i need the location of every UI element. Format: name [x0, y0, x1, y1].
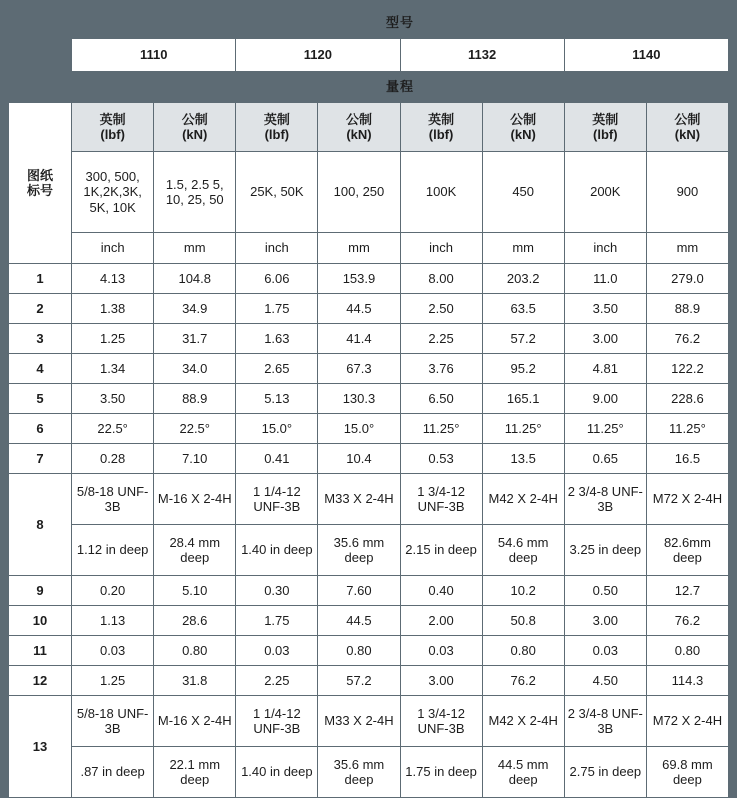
uom-cell: inch [236, 233, 318, 264]
table-row-thread-13 [9, 696, 729, 747]
thread-depth-cell: 2.15 in deep [400, 525, 482, 576]
data-cell: 10.4 [318, 444, 400, 474]
data-cell: 11.25° [564, 414, 646, 444]
unit-system-label: 公制 [345, 111, 372, 127]
data-cell: 0.40 [400, 576, 482, 606]
data-cell: 279.0 [646, 264, 728, 294]
data-cell: 1.13 [72, 606, 154, 636]
range-value-cell: 300, 500, 1K,2K,3K, 5K, 10K [72, 152, 154, 233]
data-cell: 6.06 [236, 264, 318, 294]
data-cell: 2.25 [400, 324, 482, 354]
thread-depth-cell: 1.40 in deep [236, 747, 318, 798]
uom-cell: mm [154, 233, 236, 264]
data-cell: 1.75 [236, 294, 318, 324]
thread-spec-cell: M42 X 2-4H [482, 696, 564, 747]
data-cell: 2.50 [400, 294, 482, 324]
data-cell: 0.03 [400, 636, 482, 666]
thread-depth-cell: 69.8 mm deep [646, 747, 728, 798]
data-cell: 0.50 [564, 576, 646, 606]
data-cell: 44.5 [318, 606, 400, 636]
table-row [9, 666, 729, 696]
data-cell: 1.34 [72, 354, 154, 384]
unit-abbrev-label: (lbf) [100, 127, 125, 142]
row-index: 2 [9, 294, 72, 324]
row-index: 4 [9, 354, 72, 384]
table-row-unit-headers [9, 103, 729, 152]
thread-spec-cell: 1 3/4-12 UNF-3B [400, 474, 482, 525]
unit-abbrev-label: (kN) [674, 127, 701, 142]
data-cell: 153.9 [318, 264, 400, 294]
data-cell: 3.00 [564, 606, 646, 636]
table-row-range-values [9, 152, 729, 233]
range-value-cell: 900 [646, 152, 728, 233]
row-index: 13 [9, 696, 72, 798]
model-band-label: 型号 [72, 8, 729, 39]
data-cell: 76.2 [482, 666, 564, 696]
table-row [9, 636, 729, 666]
unit-header-cell [646, 103, 728, 152]
data-cell: 0.30 [236, 576, 318, 606]
data-cell: 0.80 [154, 636, 236, 666]
data-cell: 1.63 [236, 324, 318, 354]
data-cell: 7.60 [318, 576, 400, 606]
unit-system-label: 公制 [674, 111, 701, 127]
table-row-uom [9, 233, 729, 264]
data-cell: 1.25 [72, 324, 154, 354]
row-index: 8 [9, 474, 72, 576]
thread-depth-cell: 28.4 mm deep [154, 525, 236, 576]
row-index: 11 [9, 636, 72, 666]
data-cell: 4.13 [72, 264, 154, 294]
model-1120: 1120 [236, 39, 400, 72]
data-cell: 5.10 [154, 576, 236, 606]
thread-depth-cell: 35.6 mm deep [318, 525, 400, 576]
thread-spec-cell: M42 X 2-4H [482, 474, 564, 525]
data-cell: 1.75 [236, 606, 318, 636]
table-row [9, 324, 729, 354]
row-index: 9 [9, 576, 72, 606]
data-cell: 50.8 [482, 606, 564, 636]
data-cell: 34.0 [154, 354, 236, 384]
data-cell: 15.0° [236, 414, 318, 444]
unit-abbrev-label: (lbf) [264, 127, 290, 142]
data-cell: 0.28 [72, 444, 154, 474]
thread-spec-cell: M-16 X 2-4H [154, 696, 236, 747]
data-cell: 130.3 [318, 384, 400, 414]
data-cell: 31.7 [154, 324, 236, 354]
data-cell: 3.00 [400, 666, 482, 696]
range-value-cell: 100K [400, 152, 482, 233]
table-row [9, 294, 729, 324]
table-row [9, 606, 729, 636]
unit-abbrev-label: (kN) [510, 127, 536, 142]
thread-depth-cell: .87 in deep [72, 747, 154, 798]
thread-spec-cell: M33 X 2-4H [318, 696, 400, 747]
data-cell: 6.50 [400, 384, 482, 414]
data-cell: 44.5 [318, 294, 400, 324]
row-label-header [9, 103, 72, 264]
table-row-range-band [9, 72, 729, 103]
range-value-cell: 100, 250 [318, 152, 400, 233]
data-cell: 0.41 [236, 444, 318, 474]
range-value-cell: 200K [564, 152, 646, 233]
row-index: 3 [9, 324, 72, 354]
data-cell: 0.53 [400, 444, 482, 474]
row-index: 6 [9, 414, 72, 444]
data-cell: 11.25° [646, 414, 728, 444]
unit-header-cell [482, 103, 564, 152]
data-cell: 114.3 [646, 666, 728, 696]
data-cell: 5.13 [236, 384, 318, 414]
data-cell: 11.0 [564, 264, 646, 294]
unit-system-label: 英制 [428, 111, 455, 127]
range-value-cell: 25K, 50K [236, 152, 318, 233]
data-cell: 1.25 [72, 666, 154, 696]
data-cell: 0.03 [564, 636, 646, 666]
table-row [9, 384, 729, 414]
data-cell: 1.38 [72, 294, 154, 324]
uom-cell: mm [646, 233, 728, 264]
data-cell: 31.8 [154, 666, 236, 696]
data-cell: 0.80 [482, 636, 564, 666]
thread-spec-cell: 1 1/4-12 UNF-3B [236, 696, 318, 747]
data-cell: 76.2 [646, 324, 728, 354]
data-cell: 22.5° [72, 414, 154, 444]
table-row-depth-8 [9, 525, 729, 576]
data-cell: 4.81 [564, 354, 646, 384]
table-row-depth-13 [9, 747, 729, 798]
unit-header-cell [400, 103, 482, 152]
data-cell: 57.2 [318, 666, 400, 696]
data-cell: 3.50 [72, 384, 154, 414]
range-value-cell: 450 [482, 152, 564, 233]
unit-system-label: 英制 [263, 111, 290, 127]
corner-cell [9, 72, 72, 103]
model-1140: 1140 [564, 39, 728, 72]
uom-cell: mm [482, 233, 564, 264]
thread-depth-cell: 1.40 in deep [236, 525, 318, 576]
table-row [9, 354, 729, 384]
data-cell: 11.25° [482, 414, 564, 444]
data-cell: 67.3 [318, 354, 400, 384]
row-index: 7 [9, 444, 72, 474]
data-cell: 0.80 [318, 636, 400, 666]
model-1110: 1110 [72, 39, 236, 72]
data-cell: 28.6 [154, 606, 236, 636]
data-cell: 95.2 [482, 354, 564, 384]
unit-system-label: 英制 [592, 111, 619, 127]
data-cell: 12.7 [646, 576, 728, 606]
thread-spec-cell: 2 3/4-8 UNF-3B [564, 474, 646, 525]
data-cell: 0.20 [72, 576, 154, 606]
row-index: 1 [9, 264, 72, 294]
uom-cell: inch [72, 233, 154, 264]
table-row [9, 414, 729, 444]
data-cell: 9.00 [564, 384, 646, 414]
unit-header-cell [236, 103, 318, 152]
table-row [9, 576, 729, 606]
thread-spec-cell: 5/8-18 UNF-3B [72, 474, 154, 525]
table-row [9, 444, 729, 474]
thread-depth-cell: 82.6mm deep [646, 525, 728, 576]
row-index: 12 [9, 666, 72, 696]
data-cell: 11.25° [400, 414, 482, 444]
thread-spec-cell: 1 3/4-12 UNF-3B [400, 696, 482, 747]
data-cell: 203.2 [482, 264, 564, 294]
unit-abbrev-label: (lbf) [428, 127, 454, 142]
unit-header-cell [564, 103, 646, 152]
thread-spec-cell: 1 1/4-12 UNF-3B [236, 474, 318, 525]
corner-cell [9, 39, 72, 72]
data-cell: 22.5° [154, 414, 236, 444]
range-value-cell: 1.5, 2.5 5, 10, 25, 50 [154, 152, 236, 233]
table-row-models [9, 39, 729, 72]
data-cell: 3.50 [564, 294, 646, 324]
data-cell: 34.9 [154, 294, 236, 324]
data-cell: 3.00 [564, 324, 646, 354]
data-cell: 104.8 [154, 264, 236, 294]
unit-system-label: 英制 [99, 111, 126, 127]
thread-depth-cell: 1.12 in deep [72, 525, 154, 576]
thread-depth-cell: 1.75 in deep [400, 747, 482, 798]
unit-abbrev-label: (kN) [182, 127, 208, 142]
thread-depth-cell: 22.1 mm deep [154, 747, 236, 798]
thread-depth-cell: 2.75 in deep [564, 747, 646, 798]
data-cell: 88.9 [646, 294, 728, 324]
data-cell: 122.2 [646, 354, 728, 384]
thread-depth-cell: 54.6 mm deep [482, 525, 564, 576]
data-cell: 0.80 [646, 636, 728, 666]
data-cell: 8.00 [400, 264, 482, 294]
data-cell: 165.1 [482, 384, 564, 414]
thread-spec-cell: 5/8-18 UNF-3B [72, 696, 154, 747]
corner-cell [9, 8, 72, 39]
row-label-header-line2: 标号 [27, 183, 54, 198]
unit-abbrev-label: (lbf) [593, 127, 618, 142]
data-cell: 3.76 [400, 354, 482, 384]
data-cell: 63.5 [482, 294, 564, 324]
range-band-label: 量程 [72, 72, 729, 103]
model-1132: 1132 [400, 39, 564, 72]
row-index: 5 [9, 384, 72, 414]
thread-depth-cell: 3.25 in deep [564, 525, 646, 576]
data-cell: 0.65 [564, 444, 646, 474]
thread-spec-cell: 2 3/4-8 UNF-3B [564, 696, 646, 747]
thread-spec-cell: M72 X 2-4H [646, 474, 728, 525]
data-cell: 15.0° [318, 414, 400, 444]
uom-cell: inch [400, 233, 482, 264]
row-label-header-line1: 图纸 [27, 167, 54, 183]
data-cell: 57.2 [482, 324, 564, 354]
data-cell: 2.65 [236, 354, 318, 384]
data-cell: 10.2 [482, 576, 564, 606]
data-cell: 16.5 [646, 444, 728, 474]
thread-spec-cell: M33 X 2-4H [318, 474, 400, 525]
data-cell: 76.2 [646, 606, 728, 636]
data-cell: 2.25 [236, 666, 318, 696]
data-cell: 0.03 [72, 636, 154, 666]
data-cell: 4.50 [564, 666, 646, 696]
unit-abbrev-label: (kN) [346, 127, 372, 142]
thread-depth-cell: 44.5 mm deep [482, 747, 564, 798]
table-row [9, 264, 729, 294]
uom-cell: mm [318, 233, 400, 264]
table-row-model-band [9, 8, 729, 39]
thread-depth-cell: 35.6 mm deep [318, 747, 400, 798]
unit-system-label: 公制 [181, 111, 208, 127]
uom-cell: inch [564, 233, 646, 264]
data-cell: 0.03 [236, 636, 318, 666]
table-row-thread-8 [9, 474, 729, 525]
unit-header-cell [72, 103, 154, 152]
row-index: 10 [9, 606, 72, 636]
data-cell: 2.00 [400, 606, 482, 636]
unit-header-cell [154, 103, 236, 152]
data-cell: 88.9 [154, 384, 236, 414]
unit-system-label: 公制 [510, 111, 537, 127]
data-cell: 7.10 [154, 444, 236, 474]
unit-header-cell [318, 103, 400, 152]
thread-spec-cell: M-16 X 2-4H [154, 474, 236, 525]
specification-table [8, 7, 729, 798]
data-cell: 228.6 [646, 384, 728, 414]
data-cell: 13.5 [482, 444, 564, 474]
thread-spec-cell: M72 X 2-4H [646, 696, 728, 747]
data-cell: 41.4 [318, 324, 400, 354]
